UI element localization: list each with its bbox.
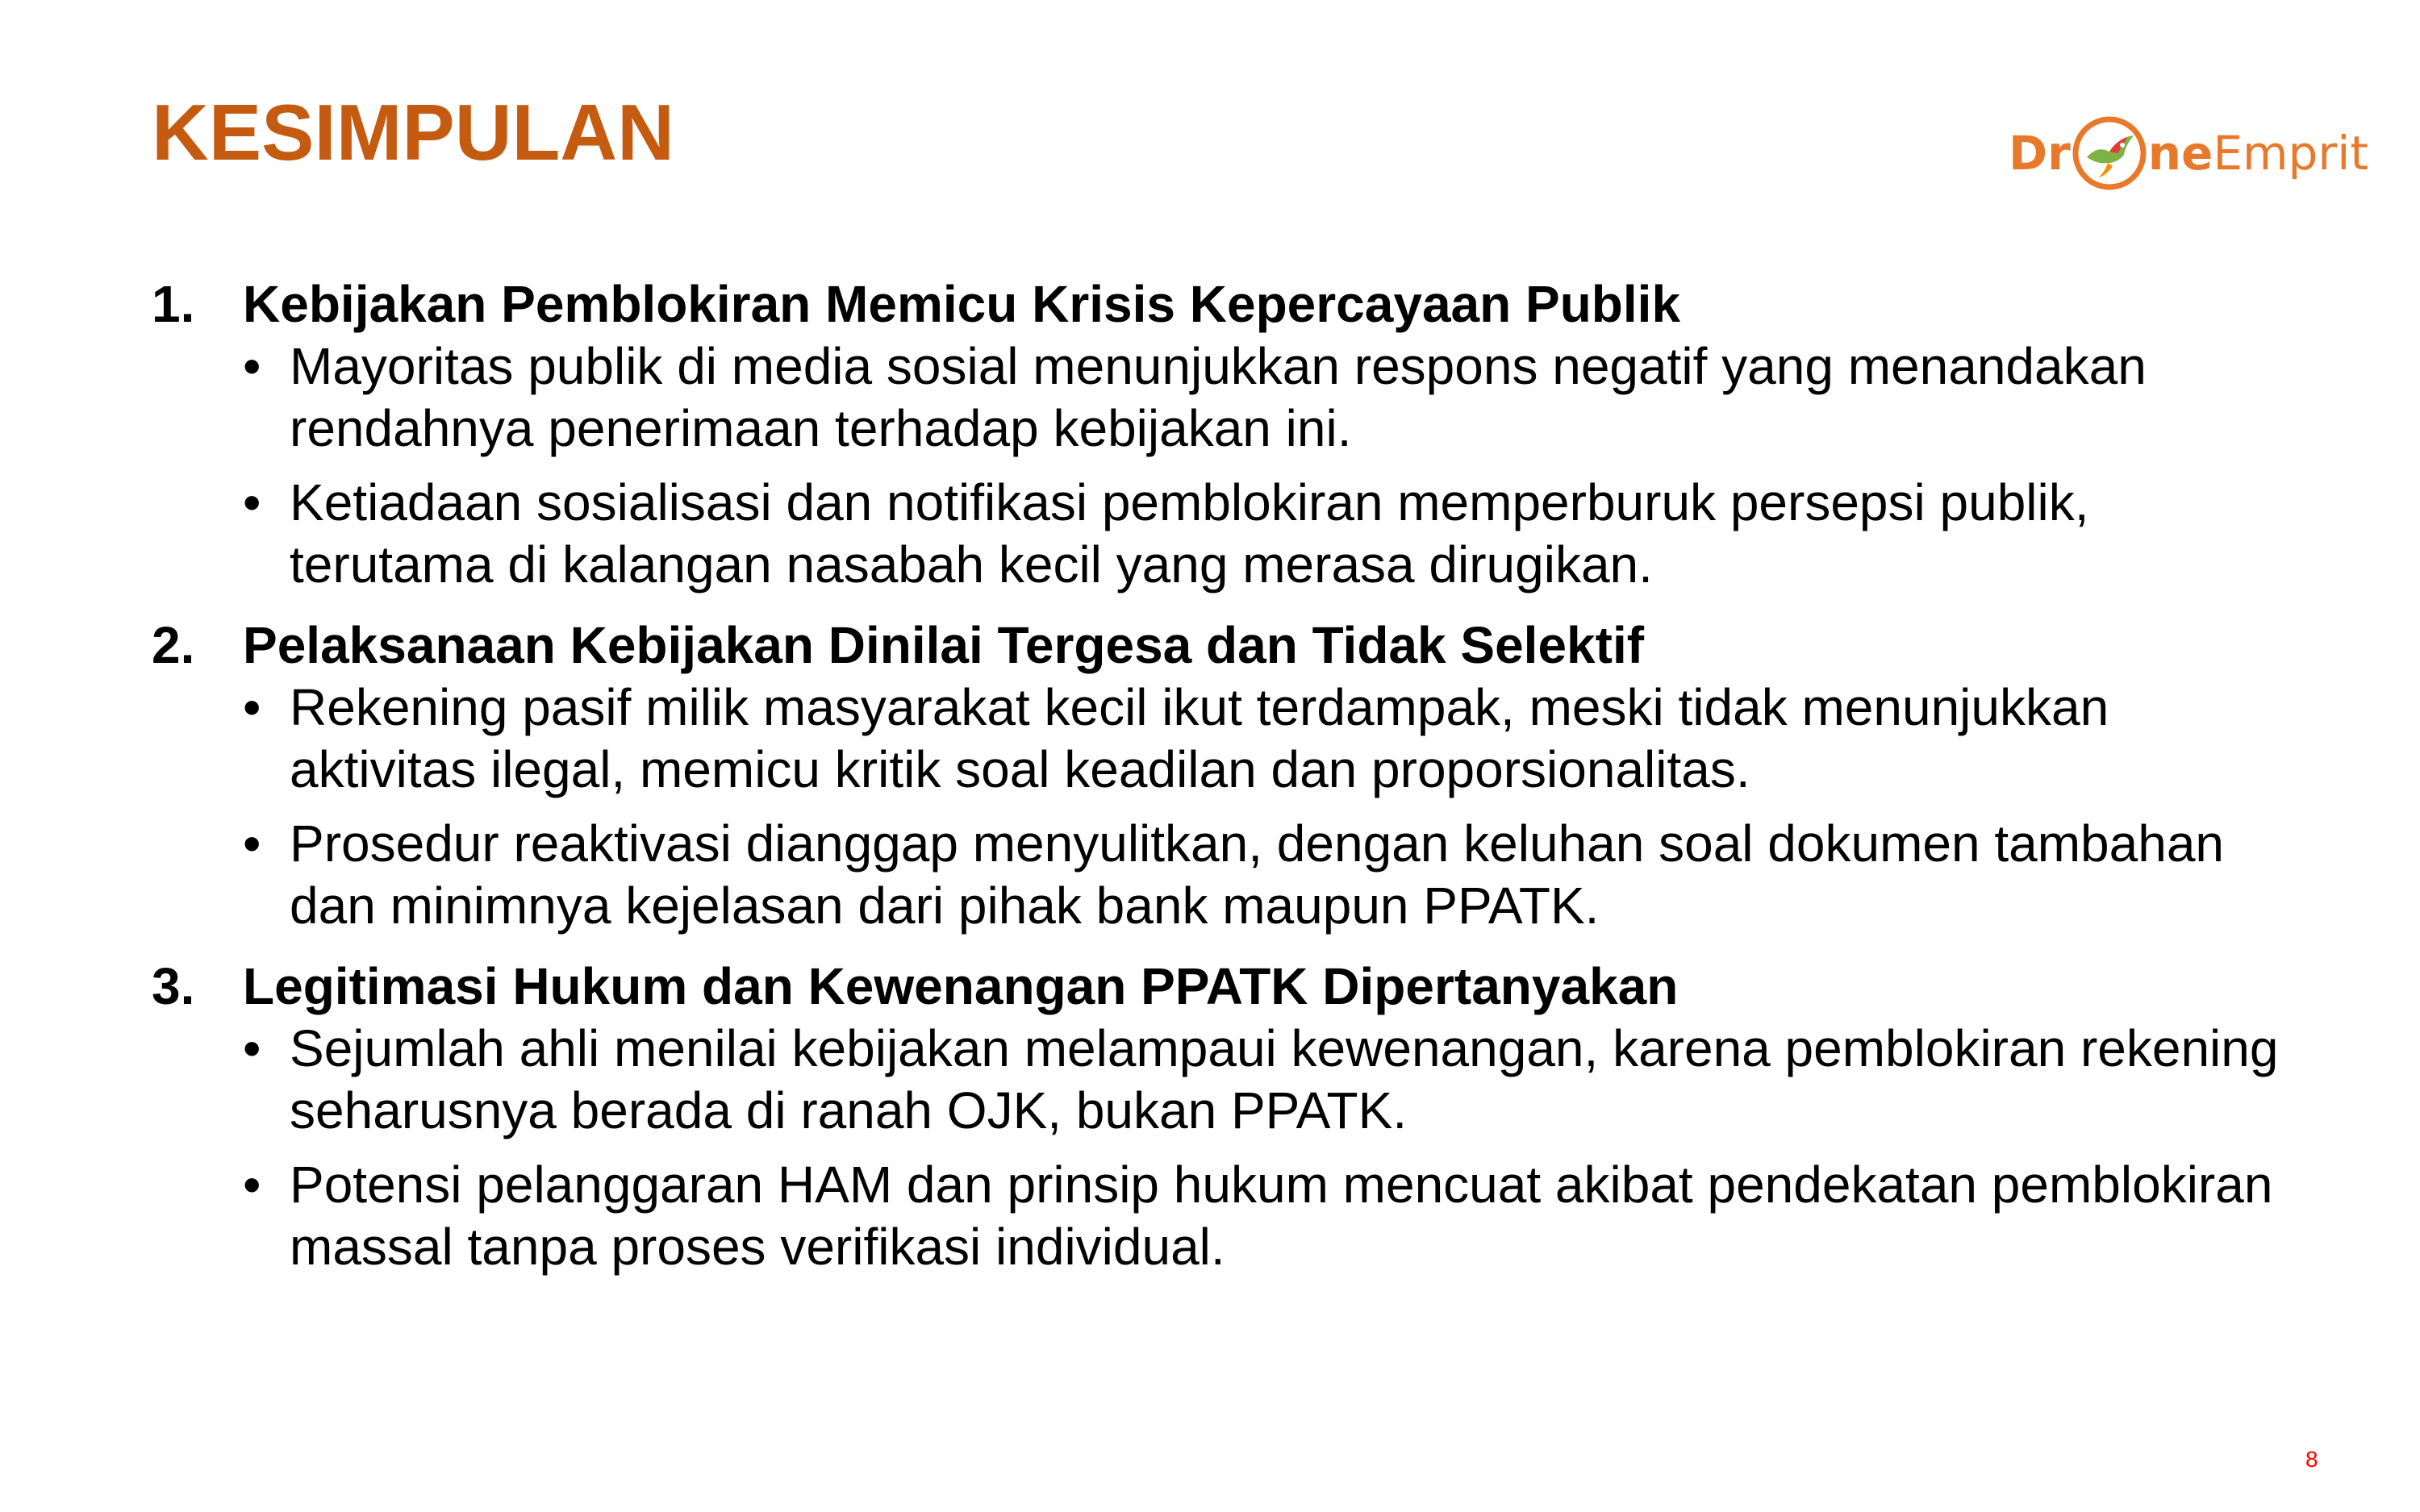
- section-heading: [152, 955, 2297, 1018]
- bullet-marker: •: [243, 814, 261, 873]
- section-heading: [152, 273, 2297, 335]
- bullet-item: [243, 1154, 2297, 1278]
- bullet-marker: •: [243, 678, 261, 736]
- conclusion-section-1: [152, 273, 2297, 596]
- section-number: 1.: [152, 275, 195, 333]
- bullet-list: [152, 1018, 2297, 1278]
- bullet-item: [243, 1018, 2297, 1142]
- slide-title: KESIMPULAN: [152, 88, 674, 177]
- section-number: 2.: [152, 616, 195, 674]
- bullet-item: [243, 335, 2297, 460]
- logo-text-ne: ne: [2147, 126, 2213, 181]
- bullet-item: [243, 677, 2297, 801]
- conclusion-section-2: [152, 614, 2297, 937]
- bullet-item: [243, 813, 2297, 937]
- bullet-marker: •: [243, 473, 261, 531]
- bullet-marker: •: [243, 337, 261, 395]
- bullet-marker: •: [243, 1019, 261, 1077]
- page-number: 8: [2305, 1447, 2318, 1472]
- bullet-text: Ketiadaan sosialisasi dan notifikasi pemblokiran memperburuk persepsi publik, terutama di kalangan nasabah kecil yang merasa dirugikan.: [290, 473, 2089, 594]
- bullet-list: [152, 335, 2297, 596]
- bullet-text: Mayoritas publik di media sosial menunjukkan respons negatif yang menandakan rendahnya penerimaan terhadap kebijakan ini.: [290, 337, 2147, 457]
- logo-text-emprit: Emprit: [2213, 126, 2369, 181]
- section-title: Kebijakan Pemblokiran Memicu Krisis Kepercayaan Publik: [243, 275, 1681, 333]
- bullet-marker: •: [243, 1156, 261, 1214]
- bullet-text: Sejumlah ahli menilai kebijakan melampaui kewenangan, karena pemblokiran rekening seharusnya berada di ranah OJK, bukan PPATK.: [290, 1019, 2279, 1139]
- bullet-list: [152, 677, 2297, 937]
- conclusion-list: [152, 273, 2297, 1278]
- drone-emprit-logo: [2009, 105, 2369, 202]
- bullet-text: Potensi pelanggaran HAM dan prinsip hukum mencuat akibat pendekatan pemblokiran massal tanpa proses verifikasi individual.: [290, 1156, 2273, 1276]
- logo-text-dr: Dr: [2009, 126, 2071, 181]
- section-title: Pelaksanaan Kebijakan Dinilai Tergesa dan Tidak Selektif: [243, 616, 1645, 674]
- bullet-text: Prosedur reaktivasi dianggap menyulitkan, dengan keluhan soal dokumen tambahan dan minimnya kejelasan dari pihak bank maupun PPATK.: [290, 814, 2224, 935]
- bullet-item: [243, 472, 2297, 596]
- bullet-text: Rekening pasif milik masyarakat kecil ikut terdampak, meski tidak menunjukkan aktivitas ilegal, memicu kritik soal keadilan dan proporsionalitas.: [290, 678, 2109, 798]
- section-title: Legitimasi Hukum dan Kewenangan PPATK Dipertanyakan: [243, 957, 1679, 1015]
- section-heading: [152, 614, 2297, 677]
- conclusion-section-3: [152, 955, 2297, 1278]
- bird-icon: [2069, 113, 2150, 194]
- section-number: 3.: [152, 957, 195, 1015]
